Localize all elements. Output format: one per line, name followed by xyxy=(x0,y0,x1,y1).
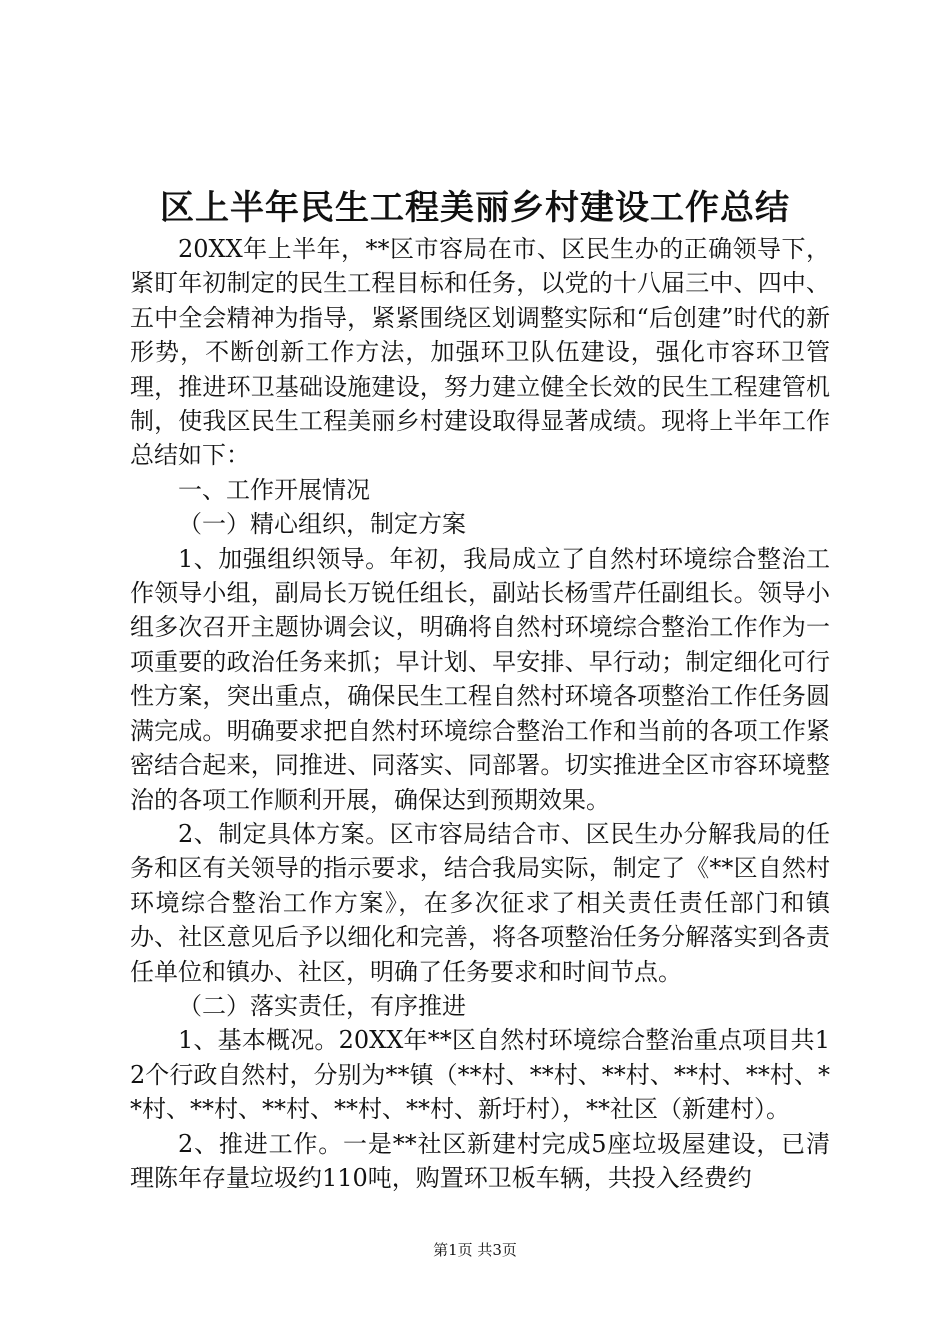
paragraph-progress: 2、推进工作。一是**社区新建村完成5座垃圾屋建设，已清理陈年存量垃圾约110吨，购置环卫板车辆，共投入经费约 xyxy=(130,1129,830,1192)
paragraph-organization: 1、加强组织领导。年初，我局成立了自然村环境综合整治工作领导小组，副局长万锐任组长，副站长杨雪芹任副组长。领导小组多次召开主题协调会议，明确将自然村环境综合整治工作作为一项重要的政治任务来抓；早计划、早安排、早行动；制定细化可行性方案，突出重点，确保民生工程自然村环境各项整治工作任务圆满完成。明确要求把自然村环境综合整治工作和当前的各项工作紧密结合起来，同推进、同落实、同部署。切实推进全区市容环境整治的各项工作顺利开展，确保达到预期效果。 xyxy=(130,544,830,814)
document-title: 区上半年民生工程美丽乡村建设工作总结 xyxy=(160,188,790,228)
page-number-footer: 第1页 共3页 xyxy=(433,1241,517,1259)
section-heading-1: 一、工作开展情况 xyxy=(178,475,370,504)
subsection-heading-2: （二）落实责任，有序推进 xyxy=(178,991,466,1020)
document-body xyxy=(130,232,830,1195)
paragraph-plan: 2、制定具体方案。区市容局结合市、区民生办分解我局的任务和区有关领导的指示要求，结合我局实际，制定了《**区自然村环境综合整治工作方案》，在多次征求了相关责任责任部门和镇办、社区意见后予以细化和完善，将各项整治任务分解落实到各责任单位和镇办、社区，明确了任务要求和时间节点。 xyxy=(130,819,830,986)
paragraph-overview: 1、基本概况。20XX年**区自然村环境综合整治重点项目共12个行政自然村，分别为**镇（**村、**村、**村、**村、**村、**村、**村、**村、**村、**村、新圩村），**社区（新建村）。 xyxy=(130,1026,830,1124)
intro-paragraph: 20XX年上半年，**区市容局在市、区民生办的正确领导下，紧盯年初制定的民生工程目标和任务，以党的十八届三中、四中、五中全会精神为指导，紧紧围绕区划调整实际和“后创建”时代的新形势，不断创新工作方法，加强环卫队伍建设，强化市容环卫管理，推进环卫基础设施建设，努力建立健全长效的民生工程建管机制，使我区民生工程美丽乡村建设取得显著成绩。现将上半年工作总结如下： xyxy=(130,235,830,470)
subsection-heading-1: （一）精心组织，制定方案 xyxy=(178,510,466,539)
